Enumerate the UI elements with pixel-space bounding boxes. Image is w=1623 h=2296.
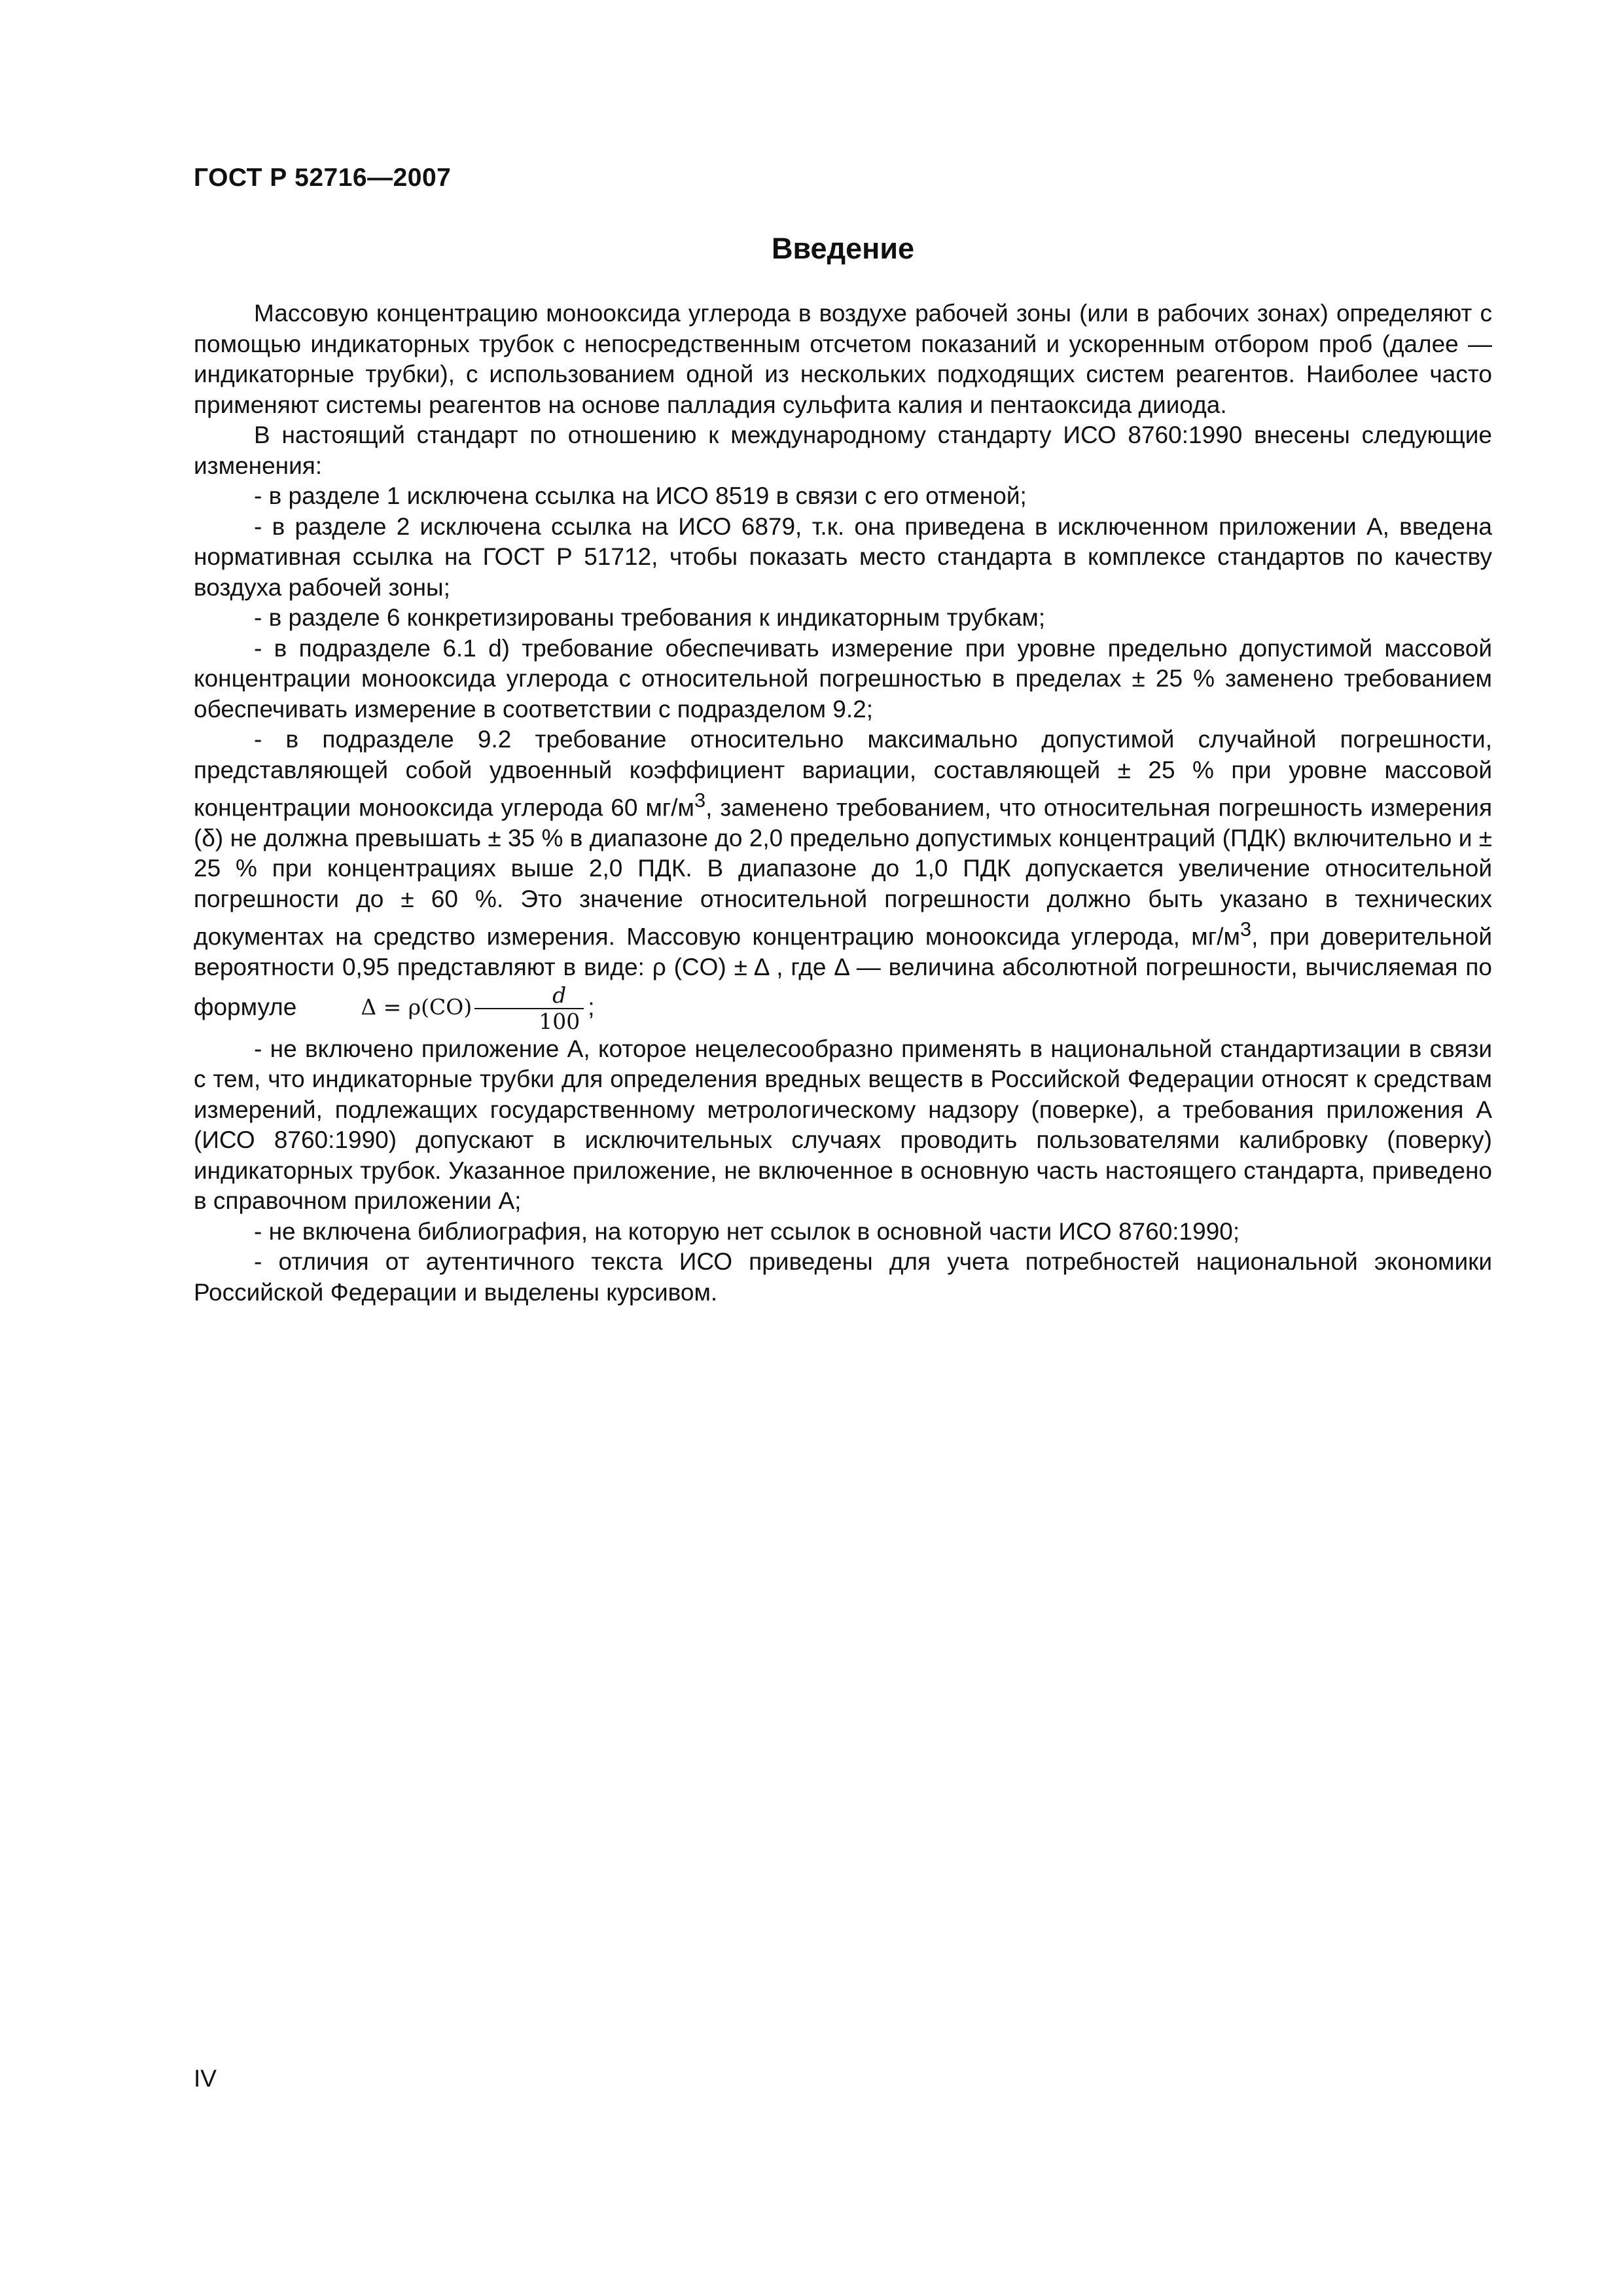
formula-lhs: Δ = ρ(CO) xyxy=(361,994,473,1020)
section-title: Введение xyxy=(771,232,915,265)
superscript: 3 xyxy=(694,789,706,812)
list-item: - не включена библиография, на которую нет ссылок в основной части ИСО 8760:1990; xyxy=(254,1217,1240,1245)
formula-denominator: 100 xyxy=(539,1008,580,1034)
text-run: ; xyxy=(588,993,595,1020)
list-item: - в подразделе 6.1 d) требование обеспечивать измерение при уровне предельно допустимой массовой концентрации монооксида углерода с относительной погрешностью в пределах ± 25 % заменено требованием обеспечивать измерение в соответствии с подразделом 9.2; xyxy=(194,634,1492,723)
body-text xyxy=(194,298,1492,1308)
paragraph: В настоящий стандарт по отношению к международному стандарту ИСО 8760:1990 внесены следующие изменения: xyxy=(194,422,1492,479)
page-number: IV xyxy=(194,2065,217,2092)
formula-fraction xyxy=(474,983,584,1034)
list-item: - в разделе 1 исключена ссылка на ИСО 8519 в связи с его отменой; xyxy=(254,482,1027,509)
formula xyxy=(300,983,584,1034)
text-run: , при доверительной вероятности 0,95 представляют в виде: ρ (CO) ± Δ , где Δ — величина абсолютной погрешности, вычисляемая по формуле xyxy=(194,923,1492,1020)
document-code-header: ГОСТ Р 52716—2007 xyxy=(194,164,452,192)
list-item: - не включено приложение А, которое нецелесообразно применять в национальной стандартизации в связи с тем, что индикаторные трубки для определения вредных веществ в Российской Федерации относят к средствам измерений, подлежащих государственному метрологическому надзору (поверке), а требования приложения А (ИСО 8760:1990) допускают в исключительных случаях проводить пользователями калибровку (поверку) индикаторных трубок. Указанное приложение, не включенное в основную часть настоящего стандарта, приведено в справочном приложении А; xyxy=(194,1035,1492,1215)
list-item: - в разделе 2 исключена ссылка на ИСО 6879, т.к. она приведена в исключенном приложении А, введена нормативная ссылка на ГОСТ Р 51712, чтобы показать место стандарта в комплексе стандартов по качеству воздуха рабочей зоны; xyxy=(194,512,1492,601)
paragraph: Массовую концентрацию монооксида углерода в воздухе рабочей зоны (или в рабочих зонах) определяют с помощью индикаторных трубок с непосредственным отсчетом показаний и ускоренным отбором проб (далее — индикаторные трубки), с использованием одной из нескольких подходящих систем реагентов. Наиболее часто применяют системы реагентов на основе палладия сульфита калия и пентаоксида дииода. xyxy=(194,300,1492,418)
list-item: - отличия от аутентичного текста ИСО приведены для учета потребностей национальной экономики Российской Федерации и выделены курсивом. xyxy=(194,1248,1492,1306)
superscript: 3 xyxy=(1240,918,1252,941)
formula-numerator: d xyxy=(474,983,584,1009)
list-item: - в разделе 6 конкретизированы требования к индикаторным трубкам; xyxy=(254,604,1046,631)
text-run: - в подразделе 9.2 требование относительно максимально допустимой случайной погрешности, представляющей собой удвоенный коэффициент вариации, составляющей ± 25 % при уровне массовой концентрации монооксида углерода 60 мг/м xyxy=(194,726,1492,821)
text-run: , заменено требованием, что относительная погрешность измерения (δ) не должна превышать ± 35 % в диапазоне до 2,0 предельно допустимых концентраций (ПДК) включительно и ± 25 % при концентрациях выше 2,0 ПДК. В диапазоне до 1,0 ПДК допускается увеличение относительной погрешности до ± 60 %. Это значение относительной погрешности должно быть указано в технических документах на средство измерения. Массовую концентрацию монооксида углерода, мг/м xyxy=(194,794,1492,950)
list-item-with-formula xyxy=(194,725,1492,1034)
